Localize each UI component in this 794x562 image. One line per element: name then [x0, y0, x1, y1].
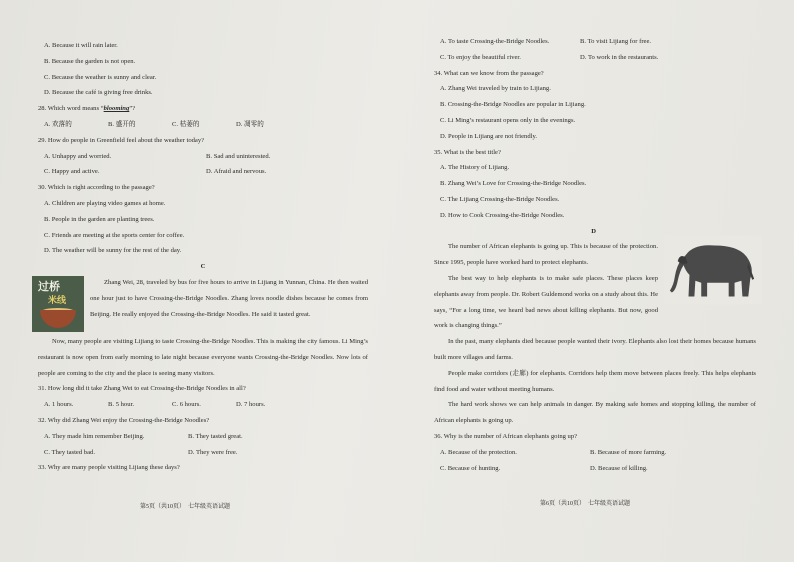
passage-c-paragraph-2: Now, many people are visiting Lijiang to taste Crossing-the-Bridge Noodles. This is making the city famous. Li Ming’s restaurant is now open from early morning to late night because everyone wants Crossing-the-Bridge Noodles. Now lots of people are coming to the city and the place is seeing many visitors.	[38, 337, 368, 377]
q27-option-d: D. Because the café is giving free drinks.	[44, 89, 153, 97]
q33-options-row2	[434, 50, 756, 66]
q32-option-c: C. They tasted bad.	[44, 448, 95, 456]
right-column	[434, 34, 756, 476]
q29-option-a: A. Unhappy and worried.	[44, 152, 112, 160]
q31-stem: 31. How long did it take Zhang Wei to eat Crossing-the-Bridge Noodles in all?	[38, 385, 246, 393]
q31-option-b: B. 5 hour.	[108, 401, 135, 409]
left-column	[38, 38, 368, 476]
q33-stem: 33. Why are many people visiting Lijiang these days?	[38, 464, 180, 472]
q31-option-d: D. 7 hours.	[236, 401, 266, 409]
q31-options	[38, 397, 368, 413]
q34-option-b: B. Crossing-the-Bridge Noodles are popular in Lijiang.	[440, 101, 586, 109]
q30-stem: 30. Which is right according to the passage?	[38, 184, 155, 192]
noodle-dish-image	[32, 276, 84, 332]
q30-option-c: C. Friends are meeting at the sports center for coffee.	[44, 231, 185, 239]
q29-option-b: B. Sad and uninterested.	[206, 152, 271, 160]
q36-options-row2	[434, 461, 756, 477]
q35-option-c: C. The Lijiang Crossing-the-Bridge Noodles.	[440, 195, 560, 203]
passage-d-paragraph-1: The number of African elephants is going up. This is because of the protection. Since 1995, people have worked hard to protect elephants.	[434, 243, 658, 267]
q29-option-d: D. Afraid and nervous.	[206, 168, 267, 176]
q33-option-b: B. To visit Lijiang for free.	[580, 38, 652, 45]
q35-option-d: D. How to Cook Crossing-the-Bridge Noodles.	[440, 211, 565, 219]
q28-option-d: D. 凋零的	[236, 120, 264, 128]
image-caption-1: 过桥	[38, 279, 60, 293]
q32-option-a: A. They made him remember Beijing.	[44, 432, 145, 440]
q33-option-c: C. To enjoy the beautiful river.	[440, 53, 521, 61]
q28-stem	[38, 101, 368, 117]
q33-options-row1	[434, 34, 756, 50]
passage-d-paragraph-3: In the past, many elephants died because people wanted their ivory. Elephants also lost their homes because humans built more villages and farms.	[434, 338, 756, 361]
q30-option-d: D. The weather will be sunny for the rest of the day.	[44, 247, 182, 255]
q28-keyword: blooming	[103, 105, 130, 113]
section-d-heading: D	[591, 227, 596, 235]
q33-option-d: D. To work in the restaurants.	[580, 53, 659, 61]
q34-option-c: C. Li Ming’s restaurant opens only in the evenings.	[440, 116, 576, 124]
q29-options-row1	[38, 149, 368, 165]
elephant-image	[664, 235, 762, 305]
passage-d-paragraph-2: The best way to help elephants is to make safe places. These places keep elephants away from people. Dr. Robert Guldemond works on a study about this. He says, “For a long time, we heard bad news about killing elephants. But now, good work is changing things.”	[434, 274, 658, 330]
q29-options-row2	[38, 164, 368, 180]
q32-option-b: B. They tasted great.	[188, 432, 243, 440]
passage-d-paragraph-5: The hard work shows we can help animals in danger. By making safe homes and stopping killing, the number of African elephants is going up.	[434, 401, 756, 425]
left-page-footer: 第5页（共10页） 七年级英语试题	[140, 504, 231, 510]
q30-option-a: A. Children are playing video games at home.	[44, 199, 166, 207]
q31-option-a: A. 1 hours.	[44, 401, 74, 409]
q32-option-d: D. They were free.	[188, 448, 238, 456]
q33-option-a: A. To taste Crossing-the-Bridge Noodles.	[440, 38, 550, 45]
passage-c-paragraph-1: Zhang Wei, 28, traveled by bus for five hours to arrive in Lijiang in Yunnan, China. He then waited one hour just to have Crossing-the-Bridge Noodles. Zhang loves noodle dishes because he comes from Beijing. He really enjoyed the Crossing-the-Bridge Noodles. He said it tasted great.	[90, 278, 368, 318]
q35-stem: 35. What is the best title?	[434, 148, 501, 156]
q31-option-c: C. 6 hours.	[172, 401, 201, 409]
q32-options-row2	[38, 445, 368, 461]
q28-options	[38, 117, 368, 133]
q27-option-c: C. Because the weather is sunny and clear.	[44, 73, 157, 81]
q36-option-b: B. Because of more farming.	[590, 448, 667, 456]
q28-stem-pre: 28. Which word means “	[38, 105, 104, 113]
q36-option-d: D. Because of killing.	[590, 464, 648, 472]
q28-option-c: C. 枯萎的	[172, 120, 200, 128]
q28-stem-post: ”?	[129, 105, 136, 113]
q34-option-a: A. Zhang Wei traveled by train to Lijiang.	[440, 85, 551, 93]
q36-option-c: C. Because of hunting.	[440, 464, 501, 472]
q35-option-a: A. The History of Lijiang.	[440, 164, 510, 172]
q36-stem: 36. Why is the number of African elephants going up?	[434, 432, 578, 440]
q27-option-a: A. Because it will rain later.	[44, 42, 118, 49]
q27-option-b: B. Because the garden is not open.	[44, 57, 136, 65]
q34-option-d: D. People in Lijiang are not friendly.	[440, 132, 537, 140]
q32-stem: 32. Why did Zhang Wei enjoy the Crossing-the-Bridge Noodles?	[38, 416, 210, 424]
q30-option-b: B. People in the garden are planting trees.	[44, 215, 155, 223]
q34-stem: 34. What can we know from the passage?	[434, 69, 544, 77]
q28-option-b: B. 盛开的	[108, 120, 136, 128]
q36-options-row1	[434, 445, 756, 461]
q35-option-b: B. Zhang Wei’s Love for Crossing-the-Bridge Noodles.	[440, 180, 587, 188]
q28-option-a: A. 欢落的	[44, 120, 72, 128]
section-c-heading: C	[200, 263, 206, 271]
image-caption-2: 米线	[48, 295, 67, 306]
q29-stem: 29. How do people in Greenfield feel about the weather today?	[38, 136, 205, 144]
q29-option-c: C. Happy and active.	[44, 168, 100, 176]
right-page-footer: 第6页（共10页） 七年级英语试题	[540, 501, 631, 507]
q36-option-a: A. Because of the protection.	[440, 448, 517, 456]
q32-options-row1	[38, 429, 368, 445]
passage-d-paragraph-4: People make corridors (走廊) for elephants. Corridors help them move between places freely. This helps elephants find food and water without meeting humans.	[434, 369, 756, 393]
